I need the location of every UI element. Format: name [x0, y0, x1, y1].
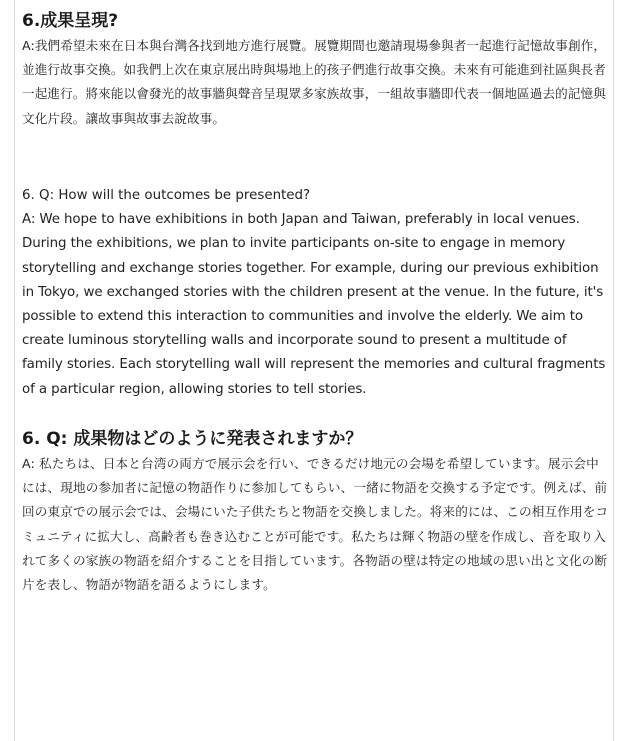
section-japanese: [22, 426, 610, 597]
section-english: [22, 184, 610, 402]
section-chinese: [22, 8, 610, 131]
chinese-heading: 6.成果呈現?: [22, 11, 119, 31]
chinese-answer: A:我們希望未來在日本與台灣各找到地方進行展覽。展覽期間也邀請現場參與者一起進行記憶故事創作，並進行故事交換。如我們上次在東京展出時與場地上的孩子們進行故事交換。未來有可能進到社區與長者一起進行。將來能以會發光的故事牆與聲音呈現眾多家族故事，一組故事牆即代表一個地區過去的記憶與文化片段。讓故事與故事去說故事。: [22, 38, 607, 126]
english-answer: A: We hope to have exhibitions in both Japan and Taiwan, preferably in local venues. During the exhibitions, we plan to invite participants on-site to engage in memory storytelling and exchange stories together. For example, during our previous exhibition in Tokyo, we exchanged stories with the children present at the venue. In the future, it's possible to extend this interaction to communities and involve the elderly. We aim to create luminous storytelling walls and incorporate sound to present a multitude of family stories. Each storytelling wall will represent the memories and cultural fragments of a particular region, allowing stories to tell stories.: [22, 212, 606, 397]
japanese-heading: 6. Q: 成果物はどのように発表されますか？: [22, 429, 363, 449]
english-question: 6. Q: How will the outcomes be presented?: [22, 188, 311, 203]
japanese-answer: A: 私たちは、日本と台湾の両方で展示会を行い、できるだけ地元の会場を希望しています。展示会中には、現地の参加者に記憶の物語作りに参加してもらい、一緒に物語を交換する予定です。例えば、前回の東京での展示会では、会場にいた子供たちと物語を交換しました。将来的には、この相互作用をコミュニティに拡大し、高齢者も巻き込むことが可能です。私たちは輝く物語の壁を作成し、音を取り入れて多くの家族の物語を紹介することを目指しています。各物語の壁は特定の地域の思い出と文化の断片を表し、物語が物語を語るようにします。: [22, 456, 609, 593]
document-page: [14, 0, 614, 741]
document-content: [22, 8, 610, 593]
